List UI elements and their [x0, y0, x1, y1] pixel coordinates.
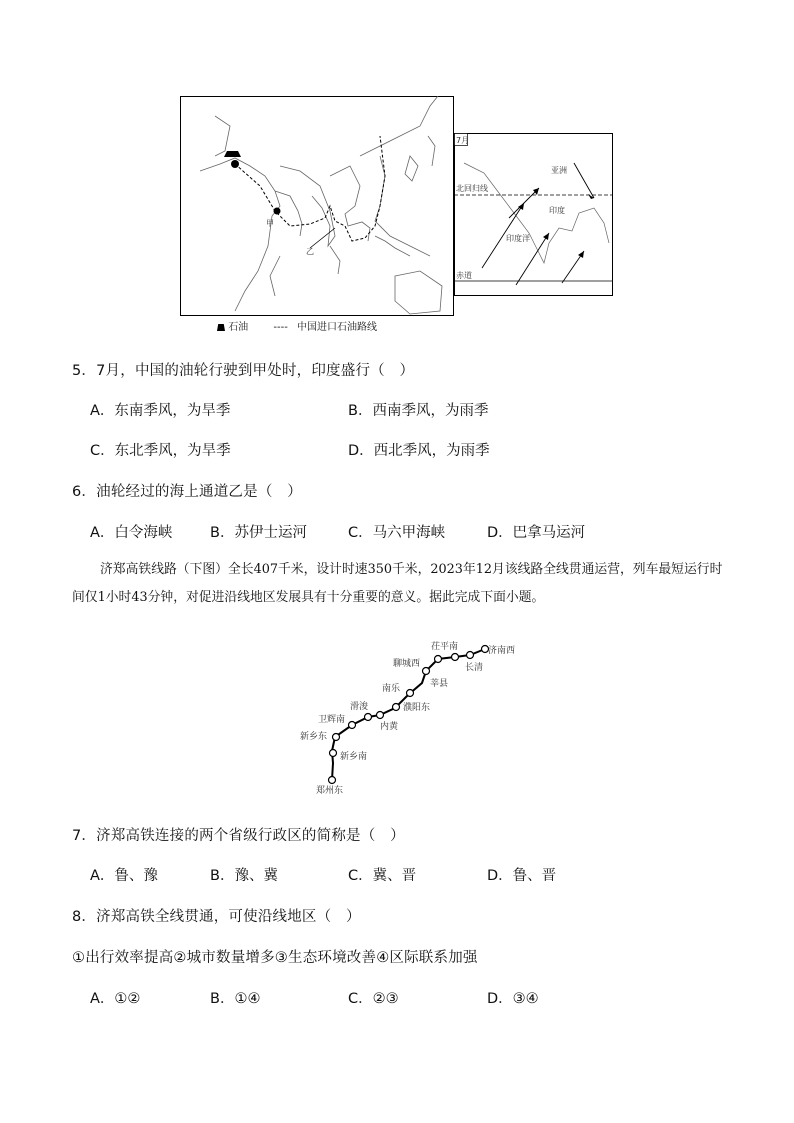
station-changqing-marker	[467, 652, 474, 659]
q8-option-b[interactable]: B．①④	[210, 991, 261, 1007]
station-label-shenxian: 莘县	[430, 679, 449, 689]
q8-option-d[interactable]: D．③④	[487, 991, 539, 1007]
map-legend	[217, 318, 377, 333]
station-label-huajun: 滑浚	[350, 702, 369, 712]
inset-indian-ocean-label: 印度洋	[506, 234, 530, 243]
station-label-neihuang: 内黄	[380, 722, 399, 732]
station-chipingnan-marker	[452, 654, 459, 661]
question-6: 6．油轮经过的海上通道乙是（ ）	[72, 484, 302, 500]
station-xinxiangdong-marker	[333, 734, 340, 741]
station-label-zhengzhoudong: 郑州东	[316, 786, 344, 796]
station-label-jinanxi: 济南西	[488, 646, 516, 656]
q5-option-a[interactable]: A．东南季风，为旱季	[90, 403, 231, 419]
station-neihuang-marker	[377, 712, 384, 719]
station-liaochengxi-marker	[435, 656, 442, 663]
oil-legend-icon	[217, 324, 225, 331]
inset-india-label: 印度	[549, 206, 565, 215]
station-label-weihuinan: 卫辉南	[318, 715, 346, 725]
inset-tropic-label: 北回归线	[456, 184, 488, 193]
station-label-chipingnan: 茌平南	[431, 642, 459, 652]
station-label-xinxiangdong: 新乡东	[300, 732, 328, 742]
station-label-xinxiangnan: 新乡南	[340, 752, 368, 762]
q6-option-d[interactable]: D．巴拿马运河	[487, 525, 586, 541]
q5-option-d[interactable]: D．西北季风，为雨季	[348, 443, 490, 459]
question-8: 8．济郑高铁全线贯通，可使沿线地区（ ）	[72, 909, 361, 925]
station-weihuinan-marker	[349, 722, 356, 729]
label-yi: 乙	[306, 247, 314, 256]
q7-option-b[interactable]: B．豫、冀	[210, 868, 278, 884]
legend-route-sample: ----	[273, 322, 288, 333]
passage-jizheng: 济郑高铁线路（下图）全长407千米，设计时速350千米，2023年12月该线路全线贯通运营，列车最短运行时间仅1小时43分钟，对促进沿线地区发展具有十分重要的意义。据此完成下面小题。	[72, 562, 723, 605]
station-shenxian-marker	[423, 668, 430, 675]
question-5: 5．7月，中国的油轮行驶到甲处时，印度盛行（ ）	[72, 363, 415, 379]
oil-route-map	[180, 96, 454, 316]
inset-month: 7月	[456, 136, 470, 145]
question-7: 7．济郑高铁连接的两个省级行政区的简称是（ ）	[72, 828, 405, 844]
q6-option-a[interactable]: A．白令海峡	[90, 525, 173, 541]
q6-option-b[interactable]: B．苏伊士运河	[210, 525, 307, 541]
legend-oil-label: 石油	[228, 322, 249, 333]
q8-option-c[interactable]: C．②③	[348, 991, 399, 1007]
station-zhengzhoudong-marker	[329, 777, 336, 784]
q7-option-c[interactable]: C．冀、晋	[348, 868, 417, 884]
q6-option-c[interactable]: C．马六甲海峡	[348, 525, 446, 541]
q5-option-c[interactable]: C．东北季风，为旱季	[90, 443, 231, 459]
station-label-nanle: 南乐	[382, 684, 401, 694]
station-xinxiangnan-marker	[330, 750, 337, 757]
label-jia: 甲	[266, 219, 274, 228]
monsoon-inset-map	[454, 133, 613, 296]
q5-option-b[interactable]: B．西南季风，为雨季	[348, 403, 489, 419]
q7-option-d[interactable]: D．鲁、晋	[487, 868, 557, 884]
q8-option-a[interactable]: A．①②	[90, 991, 141, 1007]
inset-asia-label: 亚洲	[551, 166, 567, 175]
q7-option-a[interactable]: A．鲁、豫	[90, 868, 158, 884]
oil-marker-icon	[224, 151, 241, 157]
station-label-puyangdong: 濮阳东	[403, 703, 431, 713]
station-label-changqing: 长清	[465, 663, 484, 673]
station-label-liaochengxi: 聊城西	[393, 659, 421, 669]
q8-statements: ①出行效率提高②城市数量增多③生态环境改善④区际联系加强	[72, 950, 478, 966]
station-huajun-marker	[365, 714, 372, 721]
inset-equator-label: 赤道	[456, 271, 472, 280]
station-nanle-marker	[407, 690, 414, 697]
station-puyangdong-marker	[393, 704, 400, 711]
railway-diagram	[300, 635, 540, 800]
legend-route-label: 中国进口石油路线	[297, 322, 377, 333]
